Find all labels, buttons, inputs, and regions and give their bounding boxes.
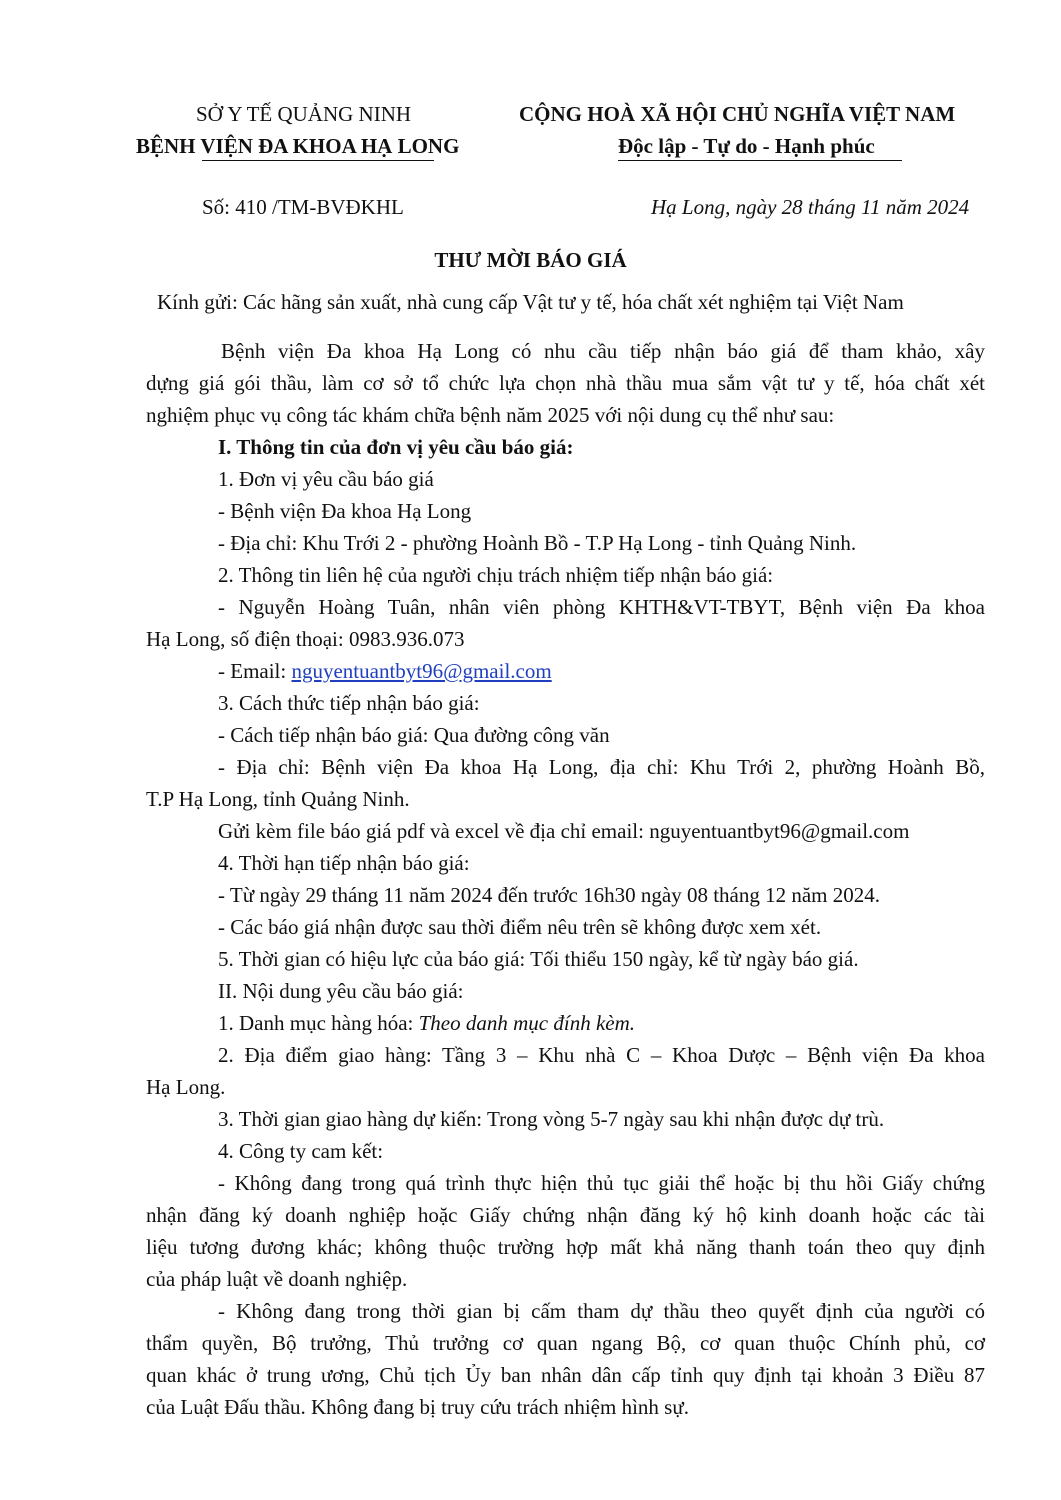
late-note: - Các báo giá nhận được sau thời điểm nêu trên sẽ không được xem xét. <box>218 915 822 939</box>
ministry-name: SỞ Y TẾ QUẢNG NINH <box>196 102 412 126</box>
unit-label: 1. Đơn vị yêu cầu báo giá <box>218 467 434 491</box>
unit-address: - Địa chỉ: Khu Trới 2 - phường Hoành Bồ - T.P Hạ Long - tỉnh Quảng Ninh. <box>218 531 857 555</box>
commit-1-line-1: - Không đang trong quá trình thực hiện thủ tục giải thể hoặc bị thu hồi Giấy chứng <box>218 1171 985 1195</box>
unit-name: - Bệnh viện Đa khoa Hạ Long <box>218 499 472 523</box>
deadline-label: 4. Thời hạn tiếp nhận báo giá: <box>218 851 470 875</box>
hospital-name: BỆNH VIỆN ĐA KHOA HẠ LONG <box>136 134 460 158</box>
intro-line-2: dựng giá gói thầu, làm cơ sở tổ chức lựa chọn nhà thầu mua sắm vật tư y tế, hóa chất xét <box>146 371 985 395</box>
method: - Cách tiếp nhận báo giá: Qua đường công văn <box>218 723 610 747</box>
goods-label: 1. Danh mục hàng hóa: <box>218 1011 419 1035</box>
commit-1-line-4: của pháp luật về doanh nghiệp. <box>146 1267 408 1291</box>
delivery-line-1: 2. Địa điểm giao hàng: Tầng 3 – Khu nhà C – Khoa Dược – Bệnh viện Đa khoa <box>218 1043 985 1067</box>
commit-1-line-3: liệu tương đương khác; không thuộc trường hợp mất khả năng thanh toán theo quy định <box>146 1235 985 1259</box>
delivery-line-2: Hạ Long. <box>146 1075 226 1099</box>
intro-line-3: nghiệm phục vụ công tác khám chữa bệnh năm 2025 với nội dung cụ thể như sau: <box>146 403 835 427</box>
contact-line-1: - Nguyễn Hoàng Tuân, nhân viên phòng KHTH&VT-TBYT, Bệnh viện Đa khoa <box>218 595 985 619</box>
method-address-2: T.P Hạ Long, tỉnh Quảng Ninh. <box>146 787 410 811</box>
validity: 5. Thời gian có hiệu lực của báo giá: Tối thiểu 150 ngày, kể từ ngày báo giá. <box>218 947 859 971</box>
deadline: - Từ ngày 29 tháng 11 năm 2024 đến trước 16h30 ngày 08 tháng 12 năm 2024. <box>218 883 881 907</box>
commit-1-line-2: nhận đăng ký doanh nghiệp hoặc Giấy chứng nhận đăng ký hộ kinh doanh hoặc các tài <box>146 1203 985 1227</box>
commit-2-line-3: quan khác ở trung ương, Chủ tịch Ủy ban nhân dân cấp tỉnh quy định tại khoản 3 Điều 87 <box>146 1363 985 1387</box>
email-prefix: - Email: <box>218 659 292 683</box>
motto: Độc lập - Tự do - Hạnh phúc <box>618 134 875 158</box>
place-date: Hạ Long, ngày 28 tháng 11 năm 2024 <box>651 195 970 219</box>
delivery-time: 3. Thời gian giao hàng dự kiến: Trong vòng 5-7 ngày sau khi nhận được dự trù. <box>218 1107 885 1131</box>
commit-label: 4. Công ty cam kết: <box>218 1139 384 1163</box>
contact-label: 2. Thông tin liên hệ của người chịu trách nhiệm tiếp nhận báo giá: <box>218 563 774 587</box>
commit-2-line-1: - Không đang trong thời gian bị cấm tham dự thầu theo quyết định của người có <box>218 1299 985 1323</box>
goods-row <box>218 1013 635 1034</box>
hospital-underline <box>202 160 434 161</box>
commit-2-line-2: thẩm quyền, Bộ trưởng, Thủ trưởng cơ quan ngang Bộ, cơ quan thuộc Chính phủ, cơ <box>146 1331 985 1355</box>
section-2-heading: II. Nội dung yêu cầu báo giá: <box>218 979 464 1003</box>
recipient: Kính gửi: Các hãng sản xuất, nhà cung cấp Vật tư y tế, hóa chất xét nghiệm tại Việt Nam <box>157 290 904 314</box>
email-link[interactable]: nguyentuantbyt96@gmail.com <box>291 659 552 683</box>
section-1-heading: I. Thông tin của đơn vị yêu cầu báo giá: <box>218 435 574 459</box>
contact-line-2: Hạ Long, số điện thoại: 0983.936.073 <box>146 627 465 651</box>
email-row <box>218 661 552 682</box>
goods-value: Theo danh mục đính kèm. <box>418 1011 636 1035</box>
document-number: Số: 410 /TM-BVĐKHL <box>202 195 404 219</box>
motto-underline <box>618 160 902 161</box>
commit-2-line-4: của Luật Đấu thầu. Không đang bị truy cứu trách nhiệm hình sự. <box>146 1395 689 1419</box>
method-address-1: - Địa chỉ: Bệnh viện Đa khoa Hạ Long, địa chỉ: Khu Trới 2, phường Hoành Bồ, <box>218 755 985 779</box>
method-label: 3. Cách thức tiếp nhận báo giá: <box>218 691 480 715</box>
intro-line-1: Bệnh viện Đa khoa Hạ Long có nhu cầu tiếp nhận báo giá để tham khảo, xây <box>221 339 985 363</box>
attach-note: Gửi kèm file báo giá pdf và excel về địa chỉ email: nguyentuantbyt96@gmail.com <box>218 819 910 843</box>
page-title: THƯ MỜI BÁO GIÁ <box>434 248 627 272</box>
country-name: CỘNG HOÀ XÃ HỘI CHỦ NGHĨA VIỆT NAM <box>519 102 956 126</box>
